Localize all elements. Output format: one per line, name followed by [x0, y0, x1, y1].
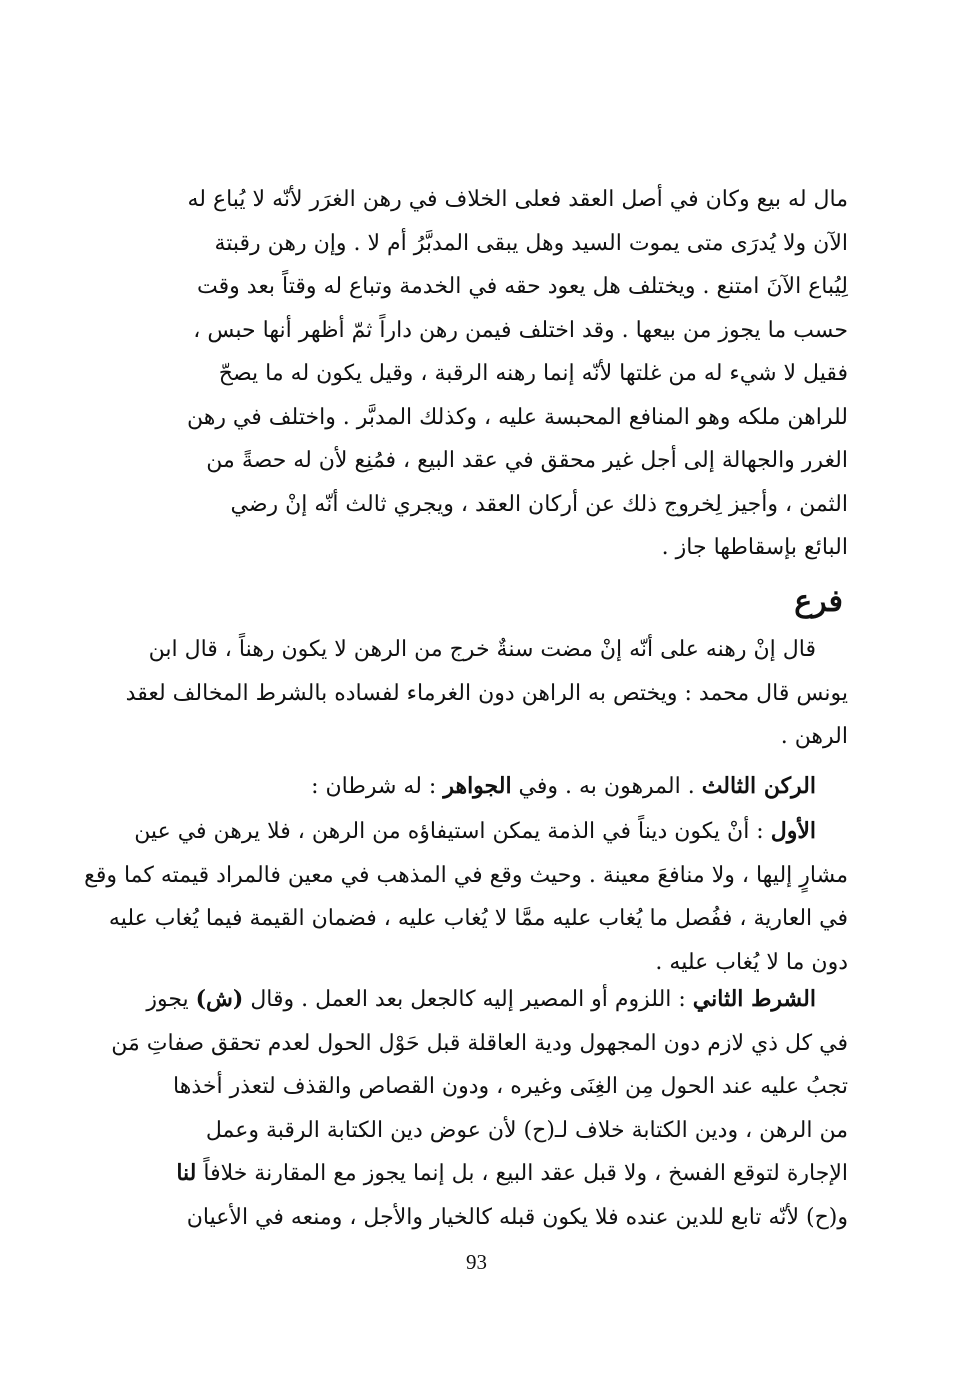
bold-term: لنا [176, 1160, 197, 1186]
text-line [172, 1152, 848, 1196]
text-line: يونس قال محمد : ويختص به الراهن دون الغرماء لفساده بالشرط المخالف لعقد [125, 680, 848, 706]
text-line [172, 765, 848, 809]
inline-text: يجوز [146, 987, 196, 1012]
inline-text: الإجارة لتوقع الفسخ ، ولا قبل عقد البيع ، بل إنما يجوز مع المقارنة خلافاً [196, 1161, 848, 1186]
text-line: الآن ولا يُدرَى متى يموت السيد وهل يبقى المدبَّرُ أم لا . وإن رهن رقبتة [214, 230, 848, 256]
text-line: الرهن . [780, 724, 848, 749]
bold-term: (ش) [195, 986, 244, 1012]
bold-term: الأول [770, 818, 816, 844]
inline-text: : اللزوم أو المصير إليه كالجعل بعد العمل . وقال [243, 987, 693, 1012]
text-line: الثمن ، وأجيز لِخروج ذلك عن أركان العقد ، ويجري ثالث أنّه إنْ رضي [230, 491, 848, 517]
text-line: مال له بيع وكان في أصل العقد فعلى الخلاف في رهن الغرَر لأنّه لا يُباع له [187, 187, 848, 212]
page-number: 93 [466, 1250, 487, 1274]
inline-text: . المرهون به . وفي [511, 774, 702, 799]
text-line: من الرهن ، ودين الكتابة خلاف لـ(ح) لأن عوض دين الكتابة الرقبة وعمل [205, 1117, 848, 1143]
text-line: و(ح) لأنّه تابع للدين عنده فلا يكون قبله كالخيار والأجل ، ومنعه في الأعيان [186, 1204, 848, 1230]
text-line [134, 810, 848, 854]
text-line: في العارية ، ففُصل ما يُغاب عليه ممَّا لا يُغاب عليه ، فضمان القيمة فيما يُغاب عليه [108, 906, 848, 931]
inline-text: : له شرطان : [311, 774, 444, 799]
text-line: حسب ما يجوز من بيعها . وقد اختلف فيمن رهن داراً ثمّ أظهر أنها حبس ، [193, 317, 848, 343]
text-line: تجبُ عليه عند الحول مِن الغِنَى وغيره ، ودون القصاص والقذف لتعذر أخذها [173, 1074, 848, 1099]
paragraph-first-condition [84, 810, 848, 984]
paragraph-second-condition [111, 978, 848, 1239]
bold-term: الجواهر [443, 773, 512, 799]
bold-term: الركن الثالث [701, 773, 816, 799]
text-line: البائع بإسقاطها جاز . [661, 535, 848, 560]
text-line: في كل ذي لازم دون المجهول ودية العاقلة قبل حَوْل الحول لعدم تحقق صفاتِ مَن [111, 1030, 848, 1056]
bold-term: الشرط الثاني [692, 986, 816, 1012]
text-line [146, 978, 848, 1022]
text-line: فقيل لا شيء له من غلتها لأنّه إنما رهنه الرقبة ، وقيل يكون له ما يصحّ [218, 361, 848, 386]
text-line: قال إنْ رهنه على أنّه إنْ مضت سنةٌ خرج من الرهن لا يكون رهناً ، قال ابن [148, 637, 816, 662]
text-line: دون ما لا يُغاب عليه . [655, 949, 848, 975]
text-line: الغرر والجهالة إلى أجل غير محقق في عقد البيع ، فمُنِع لأن له حصةً من [206, 448, 848, 473]
text-line: لِيُباع الآنَ امتنع . ويختلف هل يعود حقه في الخدمة وتباع له وقتاً بعد وقت [197, 274, 848, 299]
section-heading-far: فرع [794, 584, 843, 619]
text-line: للراهن ملكه وهو المنافع المحبسة عليه ، وكذلك المدبَّر . واختلف في رهن [186, 404, 848, 430]
inline-text: : أنْ يكون ديناً في الذمة يمكن استيفاؤه من الرهن ، فلا يرهن في عين [134, 819, 771, 844]
paragraph-pledge-of-mudabbar [172, 178, 848, 570]
paragraph-third-pillar [172, 765, 848, 809]
paragraph-far-ruling [125, 628, 848, 759]
text-line: مشارٍ إليها ، ولا منافعَ معينة . وحيث وقع في المذهب في معين فالمراد قيمته كما وقع [84, 862, 848, 888]
